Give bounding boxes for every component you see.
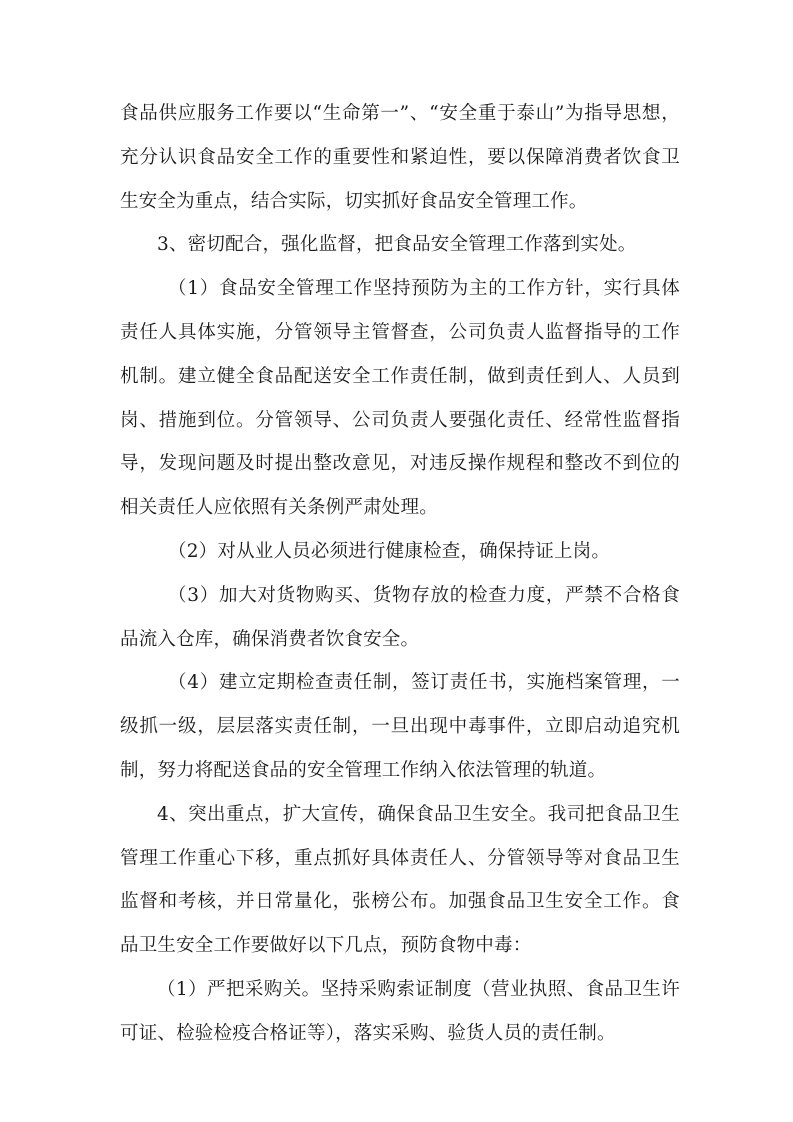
paragraph-guiding-principle: 食品供应服务工作要以“生命第一”、“安全重于泰山”为指导思想，充分认识食品安全工作的重要性和紧迫性，要以保障消费者饮食卫生安全为重点，结合实际，切实抓好食品安全管理工作。	[120, 103, 680, 212]
paragraph-section-3-heading: 3、密切配合，强化监督，把食品安全管理工作落到实处。	[157, 234, 637, 256]
paragraph-item-2: （2）对从业人员必须进行健康检查，确保持证上岗。	[168, 540, 611, 562]
paragraph-section-4-item-1: （1）严把采购关。坚持采购索证制度（营业执照、食品卫生许可证、检验检疫合格证等），落实采购、验货人员的责任制。	[120, 978, 680, 1044]
paragraph-section-4: 4、突出重点，扩大宣传，确保食品卫生安全。我司把食品卫生管理工作重心下移，重点抓好具体责任人、分管领导等对食品卫生监督和考核，并日常量化，张榜公布。加强食品卫生安全工作。食品卫生安全工作要做好以下几点，预防食物中毒：	[120, 803, 680, 957]
paragraph-item-1: （1）食品安全管理工作坚持预防为主的工作方针，实行具体责任人具体实施，分管领导主管督查，公司负责人监督指导的工作机制。建立健全食品配送安全工作责任制，做到责任到人、人员到岗、措施到位。分管领导、公司负责人要强化责任、经常性监督指导，发现问题及时提出整改意见，对违反操作规程和整改不到位的相关责任人应依照有关条例严肃处理。	[120, 278, 680, 519]
paragraph-item-3: （3）加大对货物购买、货物存放的检查力度，严禁不合格食品流入仓库，确保消费者饮食安全。	[120, 584, 680, 650]
document-body	[120, 92, 680, 1056]
paragraph-item-4: （4）建立定期检查责任制，签订责任书，实施档案管理，一级抓一级，层层落实责任制，一旦出现中毒事件，立即启动追究机制，努力将配送食品的安全管理工作纳入依法管理的轨道。	[120, 672, 680, 781]
